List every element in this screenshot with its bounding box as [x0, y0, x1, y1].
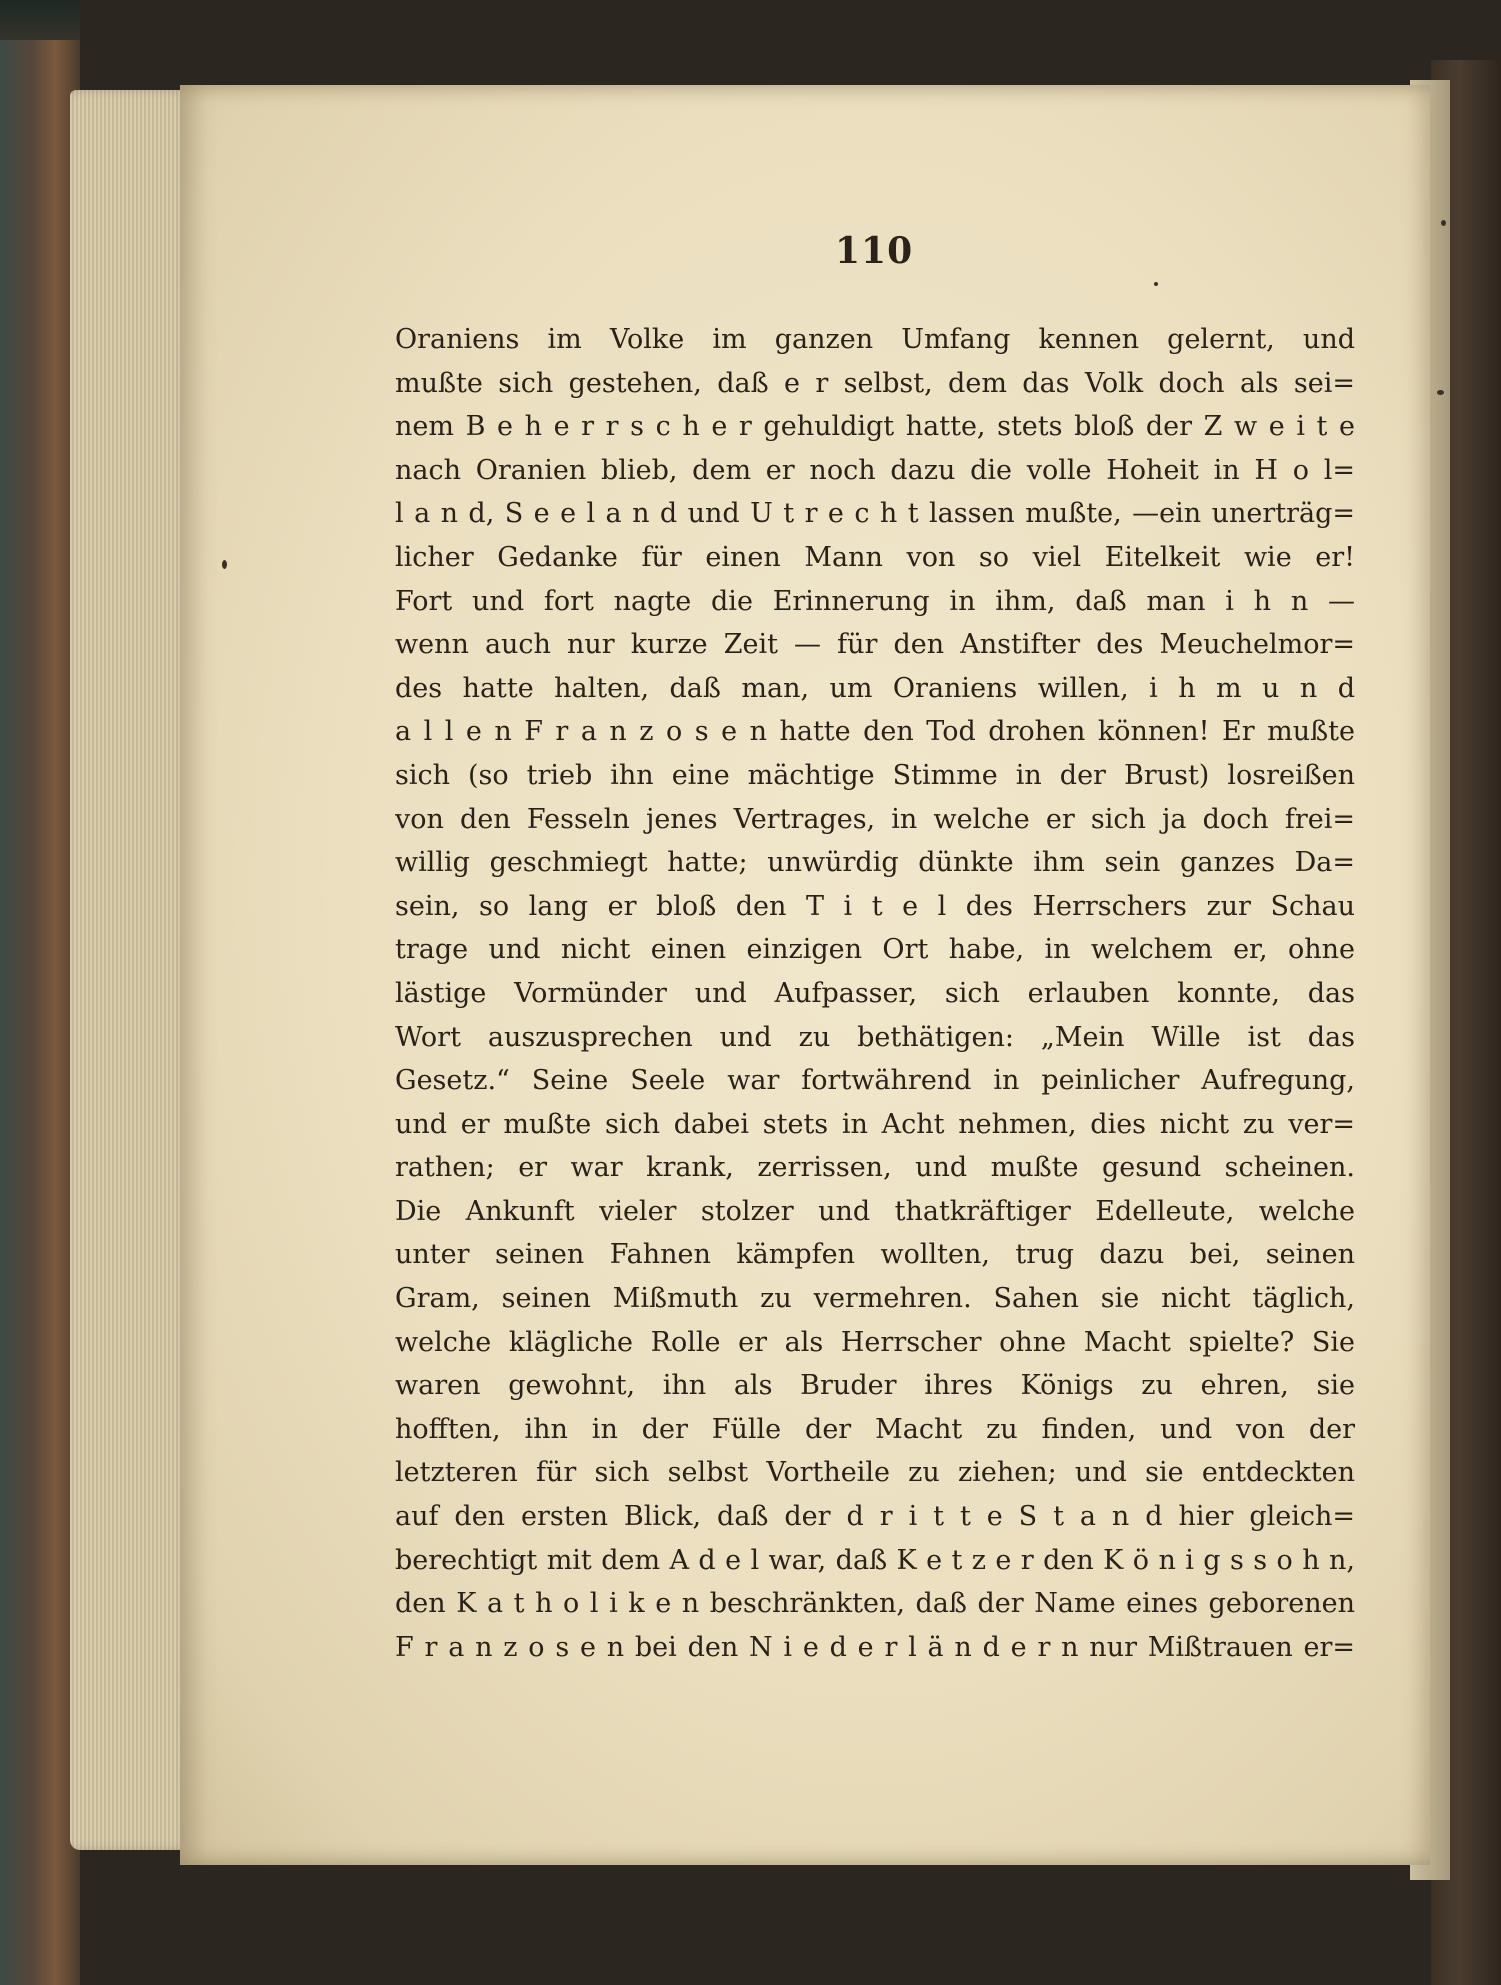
- text-line: unter seinen Fahnen kämpfen wollten, trug dazu bei, seinen: [395, 1239, 1355, 1271]
- text-line: Gesetz.“ Seine Seele war fortwährend in peinlicher Aufregung,: [395, 1065, 1355, 1097]
- text-line: welche klägliche Rolle er als Herrscher ohne Macht spielte? Sie: [395, 1326, 1355, 1358]
- text-line: mußte sich gestehen, daß e r selbst, dem das Volk doch als sei=: [395, 367, 1355, 399]
- paper-speck: [1154, 282, 1158, 286]
- text-line: a l l e n F r a n z o s e n hatte den Tod drohen können! Er mußte: [395, 716, 1355, 748]
- text-line: F r a n z o s e n bei den N i e d e r l ä n d e r n nur Mißtrauen er=: [395, 1631, 1355, 1663]
- paper-speck: [1437, 390, 1444, 395]
- text-line: Fort und fort nagte die Erinnerung in ihm, daß man i h n —: [395, 585, 1355, 617]
- book-cover-edge: [0, 40, 80, 1985]
- page-body-text: [395, 318, 1355, 1669]
- text-line: letzteren für sich selbst Vortheile zu ziehen; und sie entdeckten: [395, 1457, 1355, 1489]
- text-line: trage und nicht einen einzigen Ort habe, in welchem er, ohne: [395, 934, 1355, 966]
- text-line: von den Fesseln jenes Vertrages, in welche er sich ja doch frei=: [395, 803, 1355, 835]
- text-line: licher Gedanke für einen Mann von so viel Eitelkeit wie er!: [395, 541, 1355, 573]
- text-line: willig geschmiegt hatte; unwürdig dünkte ihm sein ganzes Da=: [395, 847, 1355, 879]
- text-line: des hatte halten, daß man, um Oraniens willen, i h m u n d: [395, 672, 1355, 704]
- paper-speck: [222, 560, 227, 569]
- text-line: Oraniens im Volke im ganzen Umfang kennen gelernt, und: [395, 324, 1355, 355]
- text-line: sein, so lang er bloß den T i t e l des Herrschers zur Schau: [395, 890, 1355, 922]
- text-line: hofften, ihn in der Fülle der Macht zu finden, und von der: [395, 1413, 1355, 1445]
- text-line: l a n d, S e e l a n d und U t r e c h t lassen mußte, —ein unerträg=: [395, 498, 1355, 530]
- page-stack-edge: [70, 90, 190, 1850]
- text-line: lästige Vormünder und Aufpasser, sich erlauben konnte, das: [395, 977, 1355, 1009]
- text-line: Wort auszusprechen und zu bethätigen: „Mein Wille ist das: [395, 1021, 1355, 1053]
- text-line: sich (so trieb ihn eine mächtige Stimme in der Brust) losreißen: [395, 759, 1355, 791]
- text-line: Die Ankunft vieler stolzer und thatkräftiger Edelleute, welche: [395, 1195, 1355, 1227]
- text-line: berechtigt mit dem A d e l war, daß K e t z e r den K ö n i g s s o h n,: [395, 1544, 1355, 1576]
- text-line: waren gewohnt, ihn als Bruder ihres Königs zu ehren, sie: [395, 1370, 1355, 1402]
- paper-speck: [1441, 220, 1446, 226]
- text-line: nem B e h e r r s c h e r gehuldigt hatte, stets bloß der Z w e i t e: [395, 411, 1355, 443]
- page-number: 110: [835, 230, 914, 272]
- text-line: nach Oranien blieb, dem er noch dazu die volle Hoheit in H o l=: [395, 454, 1355, 486]
- text-line: rathen; er war krank, zerrissen, und mußte gesund scheinen.: [395, 1152, 1355, 1184]
- text-line: auf den ersten Blick, daß der d r i t t e S t a n d hier gleich=: [395, 1501, 1355, 1533]
- text-line: den K a t h o l i k e n beschränkten, daß der Name eines geborenen: [395, 1588, 1355, 1620]
- text-line: Gram, seinen Mißmuth zu vermehren. Sahen sie nicht täglich,: [395, 1283, 1355, 1315]
- text-line: wenn auch nur kurze Zeit — für den Anstifter des Meuchelmor=: [395, 629, 1355, 661]
- text-line: und er mußte sich dabei stets in Acht nehmen, dies nicht zu ver=: [395, 1108, 1355, 1140]
